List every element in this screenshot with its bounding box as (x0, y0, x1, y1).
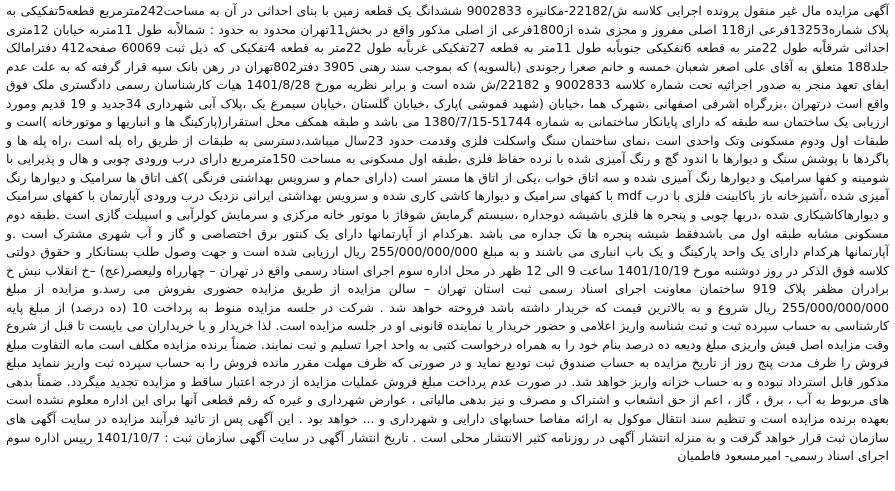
auction-notice-text: آگهی مزایده مال غیر منقول پرونده اجرایی کلاسه ش/22182-مکانیزه 9002833 ششدانگ یک قطعه زمین با بنای احداثی در آن به مساحت242مترمربع قطعه5تفکیکی به پلاک شماره13253فرعی از118 اصلی مفروز و مجزی شده از1800فرعی از اصلی مذکور واقع در بخش11تهران محدود به حدود : شمالاًبه طول 11متربه خیابان 12متری احداثی شرقاًبه طول 22متر به قطعه 6تفکیکی جنوباًبه طول 11متر به قطعه 27تفکیکی غرباًبه طول 22متر به قطعه 4تفکیکی که ذیل ثبت 60069 صفحه412 دفترامالک جلد188 متعلق به آقای علی اصغر شعبان خمسه و خانم صغرا رجوندی (بالسویه) که بموجب سند رهنی 3905 دفتر802تهران در رهن بانک سپه قرار گرفته که به علت عدم ایفای تعهد منجر به صدور اجرائیه تحت شماره کلاسه 9002833 و 22182/ش شده است و برابر نظریه مورخ 1401/8/28 هیات کارشناسان رسمی دادگستری ملک فوق واقع است درتهران ،بزرگراه اشرفی اصفهانی ،شهرک هما ،خیابان (شهید قموشی )پارک ،خیابان گلستان ،خیابان سیمرغ یک ،پلاک آبی شهرداری 34جدید و 19 قدیم ومورد ارزیابی یک ساختمان سه طبقه که دارای پایانکار ساختمانی به شماره 51744-1380/7/15 می باشد و طبقه همکف محل استقرار(پارکینگ ها و انباریها و موتورخانه )است و طبقات اول ودوم مسکونی وتک واحدی است ،نمای ساختمان سنگ واسکلت فلزی وقدمت حدود 23سال میباشد،دسترسی به طبقات از طریق راه پله است ،راه پله ها و پاگردها با پوشش سنگ و دیوارها با اندود گچ و رنگ آمیزی شده با نرده حفاظ فلزی ،طبقه اول مسکونی به مساحت 150مترمربع دارای درب ورودی چوبی و هال و پذیرایی با شومینه و کفها سرامیک و دیوارها رنگ آمیزی شده و سه اتاق خواب ،یکی از اتاق ها مستر است (دارای حمام و سرویس بهداشتی فرنگی )کف اتاق ها سرامیک و دیوارها رنگ آمیزی شده ،آشپزخانه باز باکابینت فلزی با درب mdf با کفهای سرامیک و دیوارها کاشی کاری شده و سرویس بهداشتی ایرانی نزدیک درب ورودی آپارتمان با کفهای سرامیک و دیوارهاکاشیکاری شده ،دربها چوبی و پنجره ها فلزی باشیشه دوجداره ،سیستم گرمایش شوفاژ با موتور خانه مرکزی و سرمایش کولرآبی و اسپیلت گازی است .طبقه دوم مسکونی مشابه طبقه اول می باشدفقط شیشه پنجره ها تک جداره می باشد .هرکدام از آپارتمانها دارای یک کنتور برق اختصاصی و گاز و آب شهری مشترک است .و آپارتمانها هرکدام دارای یک واحد پارکینگ و یک باب انباری می باشند و به مبلغ 255/000/000/000 ریال ارزیابی شده است و جهت وصول طلب بستانکار و حقوق دولتی کلاسه فوق الذکر در روز دوشنبه مورخ 1401/10/19 ساعت 9 الی 12 ظهر در محل اداره سوم اجرای اسناد رسمی واقع در تهران – چهارراه ولیعصر(عج) –خ انقلاب نبش خ برادران مظفر پلاک 919 ساختمان معاونت اجرای اسناد رسمی ثبت استان تهران – سالن مزایده از طریق مزایده حضوری بفروش می رسد.و مزایده از مبلغ 255/000/000/000 ریال شروع و به بالاترین قیمت که خریدار داشته باشد فروخته خواهد شد . شرکت در جلسه مزایده منوط به پرداخت 10 (ده درصد) از مبلغ پایه کارشناسی به حساب سپرده ثبت و ثبت شناسه واریز اعلامی و حضور خریدار یا نماینده قانونی او در جلسه مزایده است. لذا خریدار و یا خریداران می بایست تا قبل از شروع وقت مزایده اصل فیش واریزی مبلغ ودیعه ده درصد بنام خود را به همراه درخواست کتبی به واحد اجرا تسلیم و ثبت نمایند. ضمناً برنده مزایده مکلف است مابه التفاوت مبلغ فروش را ظرف مدت پنج روز از تاریخ مزایده به حساب صندوق ثبت تودیع نماید و در صورتی که ظرف مهلت مقرر مانده فروش را به حساب سپرده ثبت واریز ننماید مبلغ مذکور قابل استرداد نبوده و به حساب خزانه واریز خواهد شد. در صورت عدم پرداخت مبلغ فروش عملیات مزایده از درجه اعتبار ساقط و مزایده تجدید میگردد. ضمناً بدهی های مربوط به آب ، برق ، گاز ، اعم از حق انشعاب و اشتراک و مصرف و نیز بدهی مالیاتی ، عوارض شهرداری و غیره که رقم قطعی آنها برای این اداره معلوم نشده است بعهده برنده مزایده است و تنظیم سند انتقال موکول به ارائه مفاصا حسابهای دارایی و شهرداری و ... خواهد بود . این آگهی پس از تائید فرآیند مزایده در سایت آگهی های سازمان ثبت قرار خواهد گرفت و به منزله انتشار آگهی در روزنامه کثیر الانتشار محلی است . تاریخ انتشار آگهی در سایت آگهی سازمان ثبت : 1401/10/7 رییس اداره سوم اجرای اسناد رسمی- امیرمسعود فاطمیان (6, 3, 890, 464)
